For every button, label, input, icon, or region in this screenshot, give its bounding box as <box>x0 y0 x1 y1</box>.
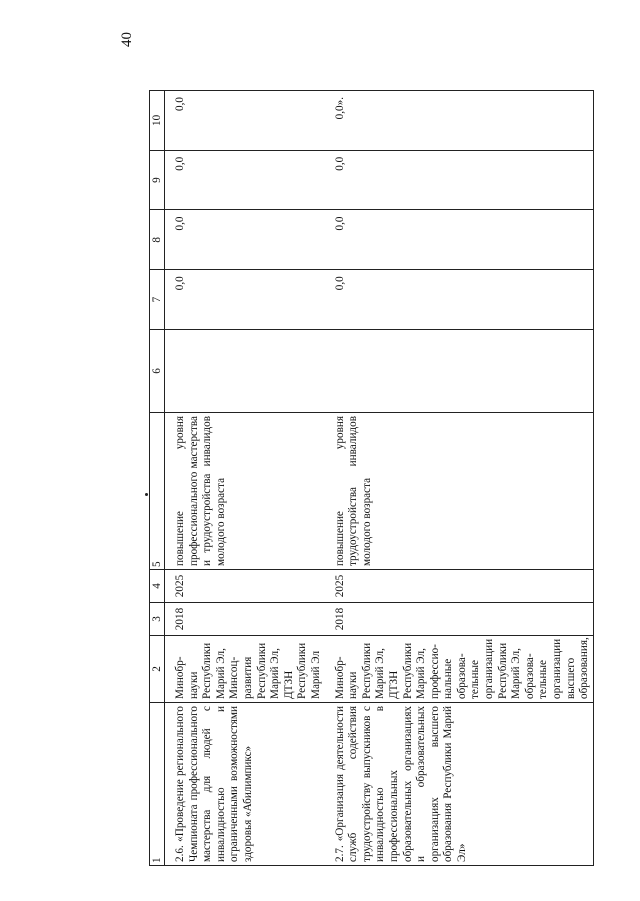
executor-line: тельные <box>469 659 482 699</box>
executor-line: Республики <box>401 642 414 699</box>
executor-line: Республики <box>201 642 214 699</box>
header-col-5: 5 <box>150 413 165 570</box>
executor-line: науки <box>187 671 200 699</box>
measure-name: 2.7. «Организация деятельности служб содействия трудоустройству выпускников с инвалидностью в профессиональных образовательных организациях и образовательных организациях высшего образования Республики Марий Эл» <box>333 703 594 866</box>
value-col-9: 0,0 <box>333 150 594 210</box>
col-6-cell <box>333 330 594 413</box>
executor-line: Республики <box>360 642 373 699</box>
header-col-3: 3 <box>150 603 165 636</box>
program-table <box>149 90 594 866</box>
header-col-10: 10 <box>150 91 165 151</box>
executor-line: Марий Эл, <box>415 648 428 699</box>
value-col-8: 0,0 <box>333 210 594 270</box>
executors <box>333 636 594 703</box>
expected-result: повышение уровня трудоустройства инвалидов молодого возраста <box>333 413 594 570</box>
spacer-row <box>165 91 174 866</box>
executor-line: Марий Эл, <box>510 648 523 699</box>
executor-line: организации <box>551 638 564 699</box>
header-col-4: 4 <box>150 570 165 603</box>
executor-line: ДТЗН <box>387 670 400 699</box>
executor-line: образова- <box>523 653 536 699</box>
executors <box>173 636 325 703</box>
executor-line: Марий Эл, <box>214 648 227 699</box>
executor-line: тельные <box>537 659 550 699</box>
measure-name: 2.6. «Проведение регионального Чемпионата профессионального мастерства для людей с инвалидностью и ограниченными возможностями здоровья «Абилимпикс» <box>173 703 325 866</box>
end-year: 2025 <box>173 570 325 603</box>
value-col-7: 0,0 <box>333 270 594 330</box>
col-6-cell <box>173 330 325 413</box>
executor-line: профессио- <box>428 644 441 699</box>
executor-line: нальные <box>442 658 455 699</box>
executor-line: науки <box>347 671 360 699</box>
executor-line: высшего <box>564 657 577 699</box>
executor-line: Марий Эл, <box>269 648 282 699</box>
value-col-10: 0,0». <box>333 91 594 151</box>
executor-line: Минсоц- <box>228 656 241 699</box>
executor-line: Марий Эл, <box>374 648 387 699</box>
table-row <box>333 91 594 866</box>
executor-line: Минобр- <box>174 656 186 699</box>
executor-line: Республики <box>255 642 268 699</box>
header-col-7: 7 <box>150 270 165 330</box>
header-col-8: 8 <box>150 210 165 270</box>
spacer-row <box>325 91 333 866</box>
value-col-10: 0,0 <box>173 91 325 151</box>
header-col-9: 9 <box>150 150 165 210</box>
value-col-8: 0,0 <box>173 210 325 270</box>
executor-line: Минобр- <box>333 656 346 699</box>
table-row <box>173 91 325 866</box>
value-col-7: 0,0 <box>173 270 325 330</box>
page-number: 40 <box>119 32 135 47</box>
executor-line: организации <box>483 638 496 699</box>
executor-line: образова- <box>455 653 468 699</box>
expected-result: повышение уровня профессионального мастерства и трудоустройства инвалидов молодого возраста <box>173 413 325 570</box>
start-year: 2018 <box>173 603 325 636</box>
header-col-2: 2 <box>150 636 165 703</box>
executor-line: Марий Эл <box>309 650 322 699</box>
scan-dot <box>145 493 148 496</box>
header-row <box>150 91 165 866</box>
executor-line: образования, <box>578 637 591 699</box>
executor-line: развития <box>241 656 254 699</box>
header-col-6: 6 <box>150 330 165 413</box>
executor-line: Республики <box>296 642 309 699</box>
executor-line: Республики <box>496 642 509 699</box>
value-col-9: 0,0 <box>173 150 325 210</box>
end-year: 2025 <box>333 570 594 603</box>
executor-line: ДТЗН <box>282 670 295 699</box>
start-year: 2018 <box>333 603 594 636</box>
rotated-document-page <box>39 24 601 876</box>
header-col-1: 1 <box>150 703 165 866</box>
